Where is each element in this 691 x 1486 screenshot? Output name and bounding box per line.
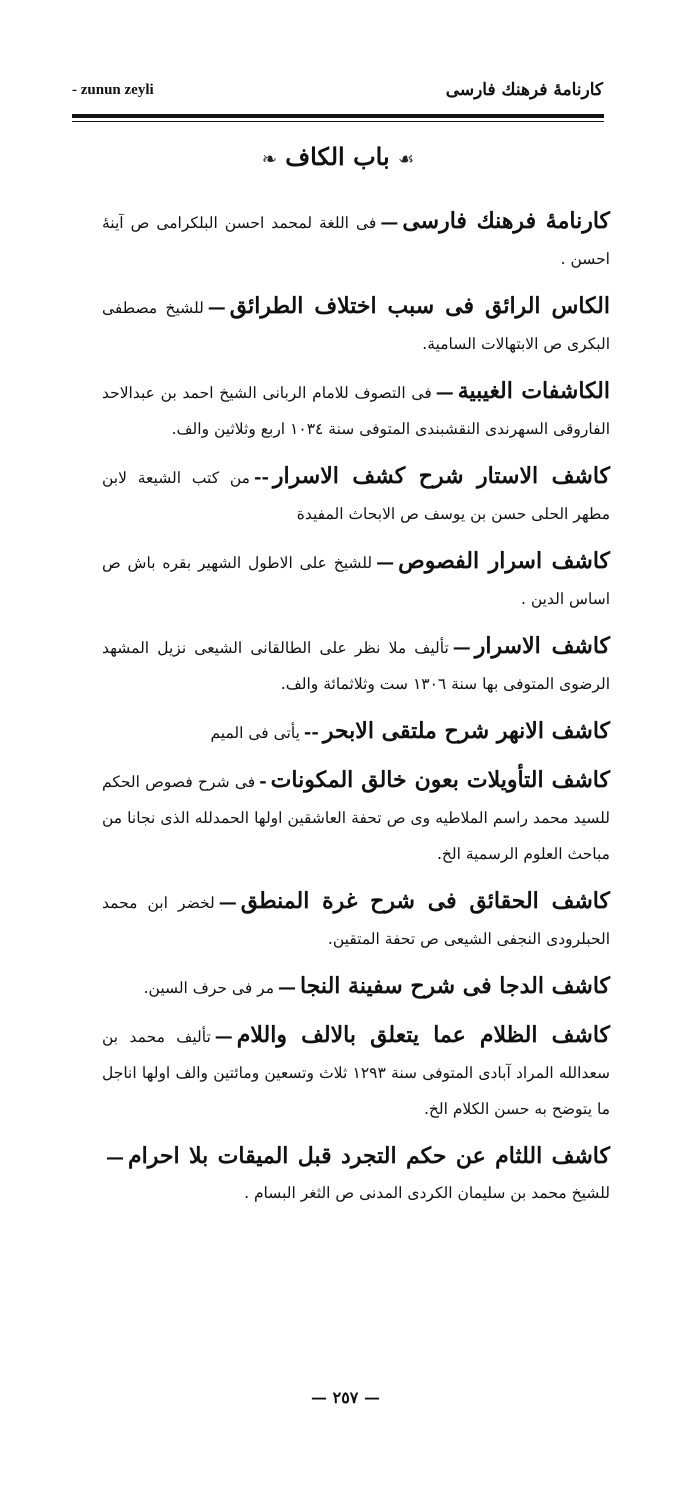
header-rule-thick [72,114,604,118]
entry-body: تأليف محمد بن سعدالله المراد آبادى المتوفى سنة ١٢٩٣ ثلاث وتسعين ومائتين والف اولها اناجل ما يتوضح به حسن الكلام الخ. [102,1028,610,1118]
entry-separator: -- [253,467,269,488]
ornament-right-icon: ☙ [398,149,415,170]
entries-list [102,204,610,1223]
entry [102,763,610,872]
entry-separator: — [435,382,454,403]
page-number: — ٢٥٧ — [311,1388,380,1407]
entry-title: كارنامهٔ فرهنك فارسى [402,208,611,234]
entry-body: فى اللغة لمحمد احسن البلكرامى ص آينهٔ احسن . [102,214,610,268]
entry-body: فى شرح فصوص الحكم للسيد محمد راسم الملاطيه وى ص تحفة العاشقين اولها الحمدلله الذى نجانا من مباحث العلوم الرسمية الخ. [102,773,610,863]
header-rule-thin [72,121,604,122]
entry-body: مر فى حرف السين. [143,979,275,997]
entry-title: كاشف الحقائق فى شرح غرة المنطق [240,888,610,914]
entry [102,1139,610,1211]
entry [102,204,610,277]
entry-separator: — [278,977,297,998]
entry-title: كاشف اللثام عن حكم التجرد قبل الميقات بلا احرام [128,1143,610,1169]
entry-body: من كتب الشيعة لابن مطهر الحلى حسن بن يوسف ص الابحاث المفيدة [102,469,610,523]
entry [102,459,610,532]
entry [102,969,610,1006]
entry [102,714,610,751]
chapter-heading [72,142,604,182]
entry-title: كاشف الاسرار [474,633,610,659]
entry-body: يأتى فى الميم [210,724,300,742]
chapter-title: باب الكاف [285,142,390,171]
entry-body: للشيخ محمد بن سليمان الكردى المدنى ص الثغر البسام . [244,1184,610,1202]
entry-title: الكاس الرائق فى سبب اختلاف الطرائق [229,293,610,319]
entry-title: كاشف الظلام عما يتعلق بالالف واللام [236,1022,611,1048]
entry-separator: — [376,552,395,573]
entry-separator: — [207,297,226,318]
entry-title: كاشف اسرار الفصوص [398,548,611,574]
running-header-left: - zunun zeyli [72,82,154,98]
entry-separator: — [452,637,471,658]
entry-body: للشيخ مصطفى البكرى ص الابتهالات السامية. [102,299,610,353]
entry [102,884,610,957]
entry [102,1018,610,1127]
entry-title: كاشف التأويلات بعون خالق المكونات [270,767,610,793]
entry-body: لخضر ابن محمد الحبلرودى النجفى الشيعى ص تحفة المتقين. [102,894,610,948]
entry-separator: - [259,771,267,792]
entry [102,374,610,447]
entry-body: تأليف ملا نظر على الطالقانى الشيعى نزيل المشهد الرضوى المتوفى بها سنة ١٣٠٦ ست وثلاثمائة والف. [102,639,610,693]
entry-body: فى التصوف للامام الربانى الشيخ احمد بن عبدالاحد الفاروقى السهرندى النقشبندى المتوفى سنة ١٠٣٤ اربع وثلاثين والف. [102,384,610,438]
ornament-left-icon: ❧ [261,149,277,170]
entry-separator: -- [303,722,319,743]
entry-title: كاشف الانهر شرح ملتقى الابحر [322,718,610,744]
running-header-right: كارنامهٔ فرهنك فارسى [445,80,603,100]
entry-title: كاشف الاستار شرح كشف الاسرار [272,463,610,489]
entry-separator: — [106,1147,124,1168]
entry-separator: — [218,892,237,913]
entry-title: كاشف الدجا فى شرح سفينة النجا [300,973,610,999]
entry-separator: — [214,1026,233,1047]
entry-separator: — [380,212,399,233]
entry-body: للشيخ على الاطول الشهير بقره باش ص اساس الدين . [102,554,610,608]
entry [102,544,610,617]
entry [102,629,610,702]
entry [102,289,610,362]
entry-title: الكاشفات الغيبية [457,378,610,404]
